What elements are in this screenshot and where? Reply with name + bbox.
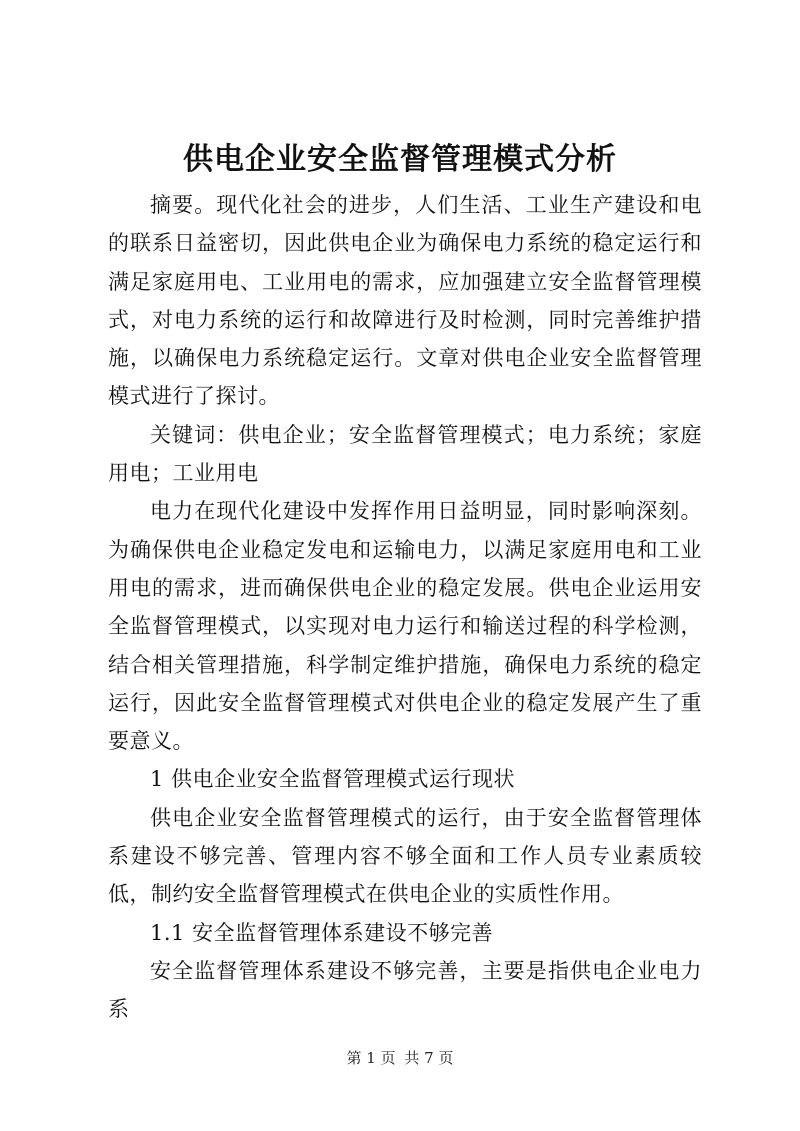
document-body (108, 186, 702, 1029)
section-heading-1: 1 供电企业安全监督管理模式运行现状 (150, 767, 516, 792)
subsection-heading-1-1: 1.1 安全监督管理体系建设不够完善 (150, 920, 494, 945)
intro-paragraph: 电力在现代化建设中发挥作用日益明显，同时影响深刻。为确保供电企业稳定发电和运输电力，以满足家庭用电和工业用电的需求，进而确保供电企业的稳定发展。供电企业运用安全监督管理模式，以实现对电力运行和输送过程的科学检测，结合相关管理措施，科学制定维护措施，确保电力系统的稳定运行，因此安全监督管理模式对供电企业的稳定发展产生了重要意义。 (108, 499, 702, 754)
page-total: 共 7 页 (404, 1049, 454, 1067)
page-footer (0, 1048, 800, 1068)
page-number: 第 1 页 (346, 1049, 396, 1067)
document-title: 供电企业安全监督管理模式分析 (183, 142, 617, 177)
keywords-paragraph: 关键词：供电企业；安全监督管理模式；电力系统；家庭用电；工业用电 (108, 422, 702, 486)
subsection-1-1-paragraph: 安全监督管理体系建设不够完善，主要是指供电企业电力系 (108, 958, 702, 1022)
section-1-paragraph: 供电企业安全监督管理模式的运行，由于安全监督管理体系建设不够完善、管理内容不够全面和工作人员专业素质较低，制约安全监督管理模式在供电企业的实质性作用。 (108, 805, 702, 907)
abstract-paragraph: 摘要。现代化社会的进步，人们生活、工业生产建设和电的联系日益密切，因此供电企业为确保电力系统的稳定运行和满足家庭用电、工业用电的需求，应加强建立安全监督管理模式，对电力系统的运行和故障进行及时检测，同时完善维护措施，以确保电力系统稳定运行。文章对供电企业安全监督管理模式进行了探讨。 (108, 193, 702, 409)
